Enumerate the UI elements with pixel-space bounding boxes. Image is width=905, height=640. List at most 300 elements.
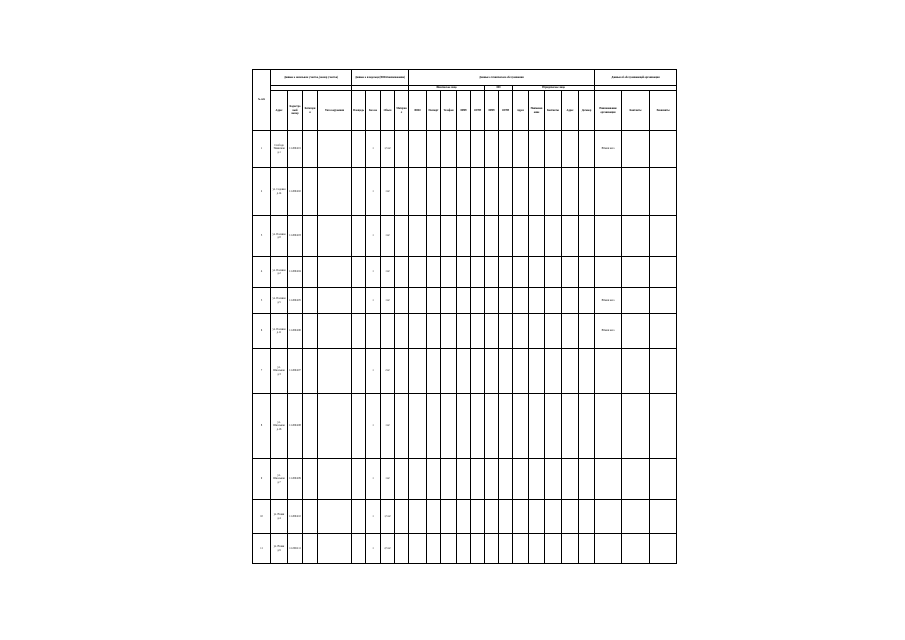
header-passport: Паспорт <box>427 91 441 131</box>
header-group-tech: Данные о техническом обслуживании <box>409 70 595 86</box>
cell-org-name <box>529 314 545 349</box>
header-category: Категория <box>303 91 318 131</box>
cell-org-requisites <box>650 349 677 394</box>
cell-category <box>303 534 318 564</box>
table-row <box>253 394 677 459</box>
cell-org-name <box>529 168 545 216</box>
cell-material <box>395 459 409 500</box>
cell-contacts <box>545 131 562 168</box>
cell-passport <box>427 168 441 216</box>
cell-ip-inn <box>485 314 499 349</box>
cell-org-requisites <box>650 216 677 257</box>
cell-contacts <box>545 314 562 349</box>
cell-fio <box>409 534 427 564</box>
cell-ip-ogrn <box>499 131 513 168</box>
cell-num: 5 <box>253 288 271 314</box>
cell-fio <box>409 349 427 394</box>
cell-phone <box>441 288 457 314</box>
cell-org-contacts <box>622 257 650 288</box>
cell-legal-address <box>513 257 529 288</box>
cell-org-name <box>529 500 545 534</box>
cell-contacts <box>545 257 562 288</box>
cell-contract <box>579 394 595 459</box>
cell-ip-inn <box>485 459 499 500</box>
cell-ip-ogrn <box>499 168 513 216</box>
header-phone: Телефон <box>441 91 457 131</box>
header-inn: ИНН <box>457 91 471 131</box>
cell-org-name <box>529 257 545 288</box>
header-group-facility-line-b: участке, (номер участка) <box>308 75 339 79</box>
cell-ogrn <box>471 459 485 500</box>
cell-volume: 1 м³ <box>381 394 395 459</box>
cell-count: 1 <box>366 394 381 459</box>
cell-org-service <box>595 500 622 534</box>
cell-type <box>318 168 352 216</box>
cell-legal-address <box>513 534 529 564</box>
cell-type <box>318 534 352 564</box>
header-sub-physical: Физическое лицо <box>409 86 485 91</box>
cell-contacts <box>545 394 562 459</box>
cell-address: ул. Школьная д.16 <box>271 394 288 459</box>
cell-address: ул. Школьная д.3 <box>271 349 288 394</box>
cell-fio <box>409 168 427 216</box>
cell-num: 6 <box>253 314 271 349</box>
cell-legal-address <box>513 500 529 534</box>
cell-material <box>395 257 409 288</box>
cell-org-address <box>562 257 579 288</box>
cell-cadastral: 11:2004:04 <box>288 257 303 288</box>
cell-org-address <box>562 216 579 257</box>
header-contract: Договор <box>579 91 595 131</box>
header-fio: ФИО <box>409 91 427 131</box>
cell-fio <box>409 288 427 314</box>
cell-type <box>318 257 352 288</box>
cell-contacts <box>545 349 562 394</box>
header-num: № п/п <box>253 70 271 131</box>
cell-org-service <box>595 349 622 394</box>
cell-contract <box>579 314 595 349</box>
cell-area <box>352 500 366 534</box>
table-row <box>253 216 677 257</box>
cell-count: 1 <box>366 131 381 168</box>
cell-count: 1 <box>366 288 381 314</box>
cell-org-contacts <box>622 216 650 257</box>
cell-material <box>395 500 409 534</box>
cell-legal-address <box>513 288 529 314</box>
cell-ip-inn <box>485 534 499 564</box>
header-count: Кол-во <box>366 91 381 131</box>
cell-contract <box>579 168 595 216</box>
cell-ip-ogrn <box>499 349 513 394</box>
cell-org-name <box>529 288 545 314</box>
cell-inn <box>457 349 471 394</box>
cell-ip-inn <box>485 257 499 288</box>
cell-area <box>352 216 366 257</box>
cell-ip-inn <box>485 500 499 534</box>
cell-contacts <box>545 534 562 564</box>
cell-org-address <box>562 288 579 314</box>
cell-area <box>352 394 366 459</box>
cell-cadastral: 11:2004:08 <box>288 394 303 459</box>
cell-area <box>352 349 366 394</box>
cell-count: 1 <box>366 349 381 394</box>
cell-legal-address <box>513 216 529 257</box>
cell-count: 1 <box>366 459 381 500</box>
header-group-facility <box>271 70 352 86</box>
cell-area <box>352 459 366 500</box>
cell-ip-ogrn <box>499 500 513 534</box>
cell-cadastral: 11:2004:05 <box>288 288 303 314</box>
cell-passport <box>427 216 441 257</box>
cell-ip-inn <box>485 394 499 459</box>
cell-contacts <box>545 459 562 500</box>
cell-volume: 1 м³ <box>381 216 395 257</box>
cell-contacts <box>545 500 562 534</box>
header-org-contacts: Контакты <box>622 91 650 131</box>
cell-org-name <box>529 131 545 168</box>
cell-area <box>352 288 366 314</box>
cell-org-contacts <box>622 459 650 500</box>
cell-passport <box>427 534 441 564</box>
table-row <box>253 500 677 534</box>
cell-inn <box>457 459 471 500</box>
cell-passport <box>427 257 441 288</box>
cell-volume: 1,5 м³ <box>381 131 395 168</box>
cell-contract <box>579 500 595 534</box>
cell-legal-address <box>513 394 529 459</box>
table-row <box>253 288 677 314</box>
cell-category <box>303 168 318 216</box>
cell-contract <box>579 459 595 500</box>
cell-ip-ogrn <box>499 314 513 349</box>
cell-address: Слобода Ушинская д.1 <box>271 131 288 168</box>
cell-cadastral: 11:2004:07 <box>288 349 303 394</box>
header-org-service: Наименование организации <box>595 91 622 131</box>
cell-ogrn <box>471 131 485 168</box>
cell-num: 1 <box>253 131 271 168</box>
cell-num: 3 <box>253 216 271 257</box>
cell-volume: 2,5 м³ <box>381 534 395 564</box>
header-volume: Объем <box>381 91 395 131</box>
cell-ip-ogrn <box>499 288 513 314</box>
cell-org-name <box>529 534 545 564</box>
cell-org-contacts <box>622 314 650 349</box>
cell-org-name <box>529 459 545 500</box>
cell-legal-address <box>513 459 529 500</box>
cell-material <box>395 216 409 257</box>
cell-type <box>318 288 352 314</box>
cell-inn <box>457 534 471 564</box>
cell-org-contacts <box>622 288 650 314</box>
cell-volume: 1,5 м³ <box>381 500 395 534</box>
cell-ogrn <box>471 216 485 257</box>
cell-org-address <box>562 394 579 459</box>
cell-address: ул. Садовая д.14 <box>271 168 288 216</box>
cell-inn <box>457 288 471 314</box>
cell-category <box>303 500 318 534</box>
header-group-owner: Данные о владельце (ФИО/наименование) <box>352 70 409 86</box>
cell-inn <box>457 131 471 168</box>
cell-inn <box>457 168 471 216</box>
cell-fio <box>409 216 427 257</box>
cell-area <box>352 168 366 216</box>
header-sub-legal: Юридическое лицо <box>513 86 595 91</box>
cell-material <box>395 314 409 349</box>
cell-area <box>352 534 366 564</box>
cell-org-service: Юмаш коза <box>595 314 622 349</box>
cell-org-name <box>529 216 545 257</box>
cell-phone <box>441 257 457 288</box>
cell-org-service <box>595 168 622 216</box>
cell-cadastral: 11:2004:06 <box>288 314 303 349</box>
cell-fio <box>409 500 427 534</box>
header-group-facility-line-a: Данные о земельном <box>283 75 309 79</box>
cell-contract <box>579 131 595 168</box>
cell-type <box>318 314 352 349</box>
cell-org-contacts <box>622 349 650 394</box>
header-org-requisites: Реквизиты <box>650 91 677 131</box>
cell-org-address <box>562 131 579 168</box>
cell-ip-ogrn <box>499 257 513 288</box>
cell-category <box>303 257 318 288</box>
cell-ip-inn <box>485 131 499 168</box>
cell-legal-address <box>513 168 529 216</box>
cell-address: ул. Полевая д.11 <box>271 314 288 349</box>
cell-org-requisites <box>650 394 677 459</box>
cell-legal-address <box>513 349 529 394</box>
table-row <box>253 314 677 349</box>
cell-cadastral: 11:2004:10 <box>288 500 303 534</box>
header-material: Материал <box>395 91 409 131</box>
table-row <box>253 534 677 564</box>
cell-ip-ogrn <box>499 534 513 564</box>
cell-org-contacts <box>622 534 650 564</box>
cell-material <box>395 394 409 459</box>
cell-contract <box>579 216 595 257</box>
cell-inn <box>457 500 471 534</box>
cell-org-name <box>529 349 545 394</box>
header-type: Тип сооружения <box>318 91 352 131</box>
cell-ip-inn <box>485 168 499 216</box>
cell-ogrn <box>471 168 485 216</box>
table-row <box>253 168 677 216</box>
cell-inn <box>457 394 471 459</box>
cell-type <box>318 394 352 459</box>
cell-phone <box>441 349 457 394</box>
cell-org-service <box>595 534 622 564</box>
cell-volume: 1 м³ <box>381 459 395 500</box>
cell-count: 1 <box>366 168 381 216</box>
cell-material <box>395 349 409 394</box>
cell-cadastral: 11:2004:01 <box>288 131 303 168</box>
cell-phone <box>441 168 457 216</box>
cell-category <box>303 216 318 257</box>
cell-count <box>366 314 381 349</box>
cell-ogrn <box>471 534 485 564</box>
cell-address: ул. Новая д.4 <box>271 500 288 534</box>
cell-org-service <box>595 216 622 257</box>
cell-passport <box>427 131 441 168</box>
header-org-name: Наименование <box>529 91 545 131</box>
cell-material <box>395 168 409 216</box>
cell-fio <box>409 314 427 349</box>
cell-area <box>352 314 366 349</box>
cell-org-service: Юмаш коза <box>595 288 622 314</box>
cell-address: ул. Школьная д.7 <box>271 459 288 500</box>
cell-contacts <box>545 288 562 314</box>
cell-phone <box>441 534 457 564</box>
cell-phone <box>441 216 457 257</box>
cell-legal-address <box>513 131 529 168</box>
header-area: Площадь <box>352 91 366 131</box>
cell-num: 4 <box>253 257 271 288</box>
cell-org-requisites <box>650 500 677 534</box>
header-group-service: Данные об обслуживающей организации <box>595 70 677 86</box>
cell-ogrn <box>471 288 485 314</box>
cell-category <box>303 131 318 168</box>
cell-org-contacts <box>622 500 650 534</box>
cell-material <box>395 534 409 564</box>
header-contacts: Контакты <box>545 91 562 131</box>
cell-inn <box>457 257 471 288</box>
cell-contract <box>579 534 595 564</box>
cell-type <box>318 216 352 257</box>
header-sub-ip: ИП <box>485 86 513 91</box>
cell-passport <box>427 500 441 534</box>
cell-type <box>318 131 352 168</box>
cell-inn <box>457 314 471 349</box>
cell-org-requisites <box>650 314 677 349</box>
header-ip-inn: ИНН <box>485 91 499 131</box>
cell-org-service <box>595 257 622 288</box>
cell-count: 1 <box>366 216 381 257</box>
cell-volume: 1 м³ <box>381 257 395 288</box>
cell-ip-inn <box>485 349 499 394</box>
cell-ogrn <box>471 314 485 349</box>
header-row-groups <box>253 70 677 86</box>
cell-num: 11 <box>253 534 271 564</box>
cell-ogrn <box>471 257 485 288</box>
header-address: Адрес <box>271 91 288 131</box>
cell-org-requisites <box>650 534 677 564</box>
cell-category <box>303 314 318 349</box>
cell-contract <box>579 349 595 394</box>
table-row <box>253 349 677 394</box>
cell-passport <box>427 314 441 349</box>
cell-material <box>395 131 409 168</box>
cell-ogrn <box>471 500 485 534</box>
cell-address: ул. Полевая д.8 <box>271 216 288 257</box>
cell-passport <box>427 394 441 459</box>
cell-fio <box>409 257 427 288</box>
cell-contract <box>579 257 595 288</box>
cell-material <box>395 288 409 314</box>
header-row-columns <box>253 91 677 131</box>
cell-phone <box>441 131 457 168</box>
cell-volume: 1 м³ <box>381 288 395 314</box>
cell-org-address <box>562 349 579 394</box>
cell-org-requisites <box>650 257 677 288</box>
cell-org-address <box>562 500 579 534</box>
cell-fio <box>409 394 427 459</box>
cell-org-name <box>529 394 545 459</box>
cell-org-requisites <box>650 459 677 500</box>
registry-table <box>252 65 677 564</box>
cell-org-contacts <box>622 394 650 459</box>
cell-num: 7 <box>253 349 271 394</box>
cell-category <box>303 394 318 459</box>
cell-org-requisites <box>650 168 677 216</box>
cell-passport <box>427 288 441 314</box>
cell-org-address <box>562 534 579 564</box>
cell-ip-inn <box>485 288 499 314</box>
cell-count: 1 <box>366 534 381 564</box>
cell-ip-inn <box>485 216 499 257</box>
cell-num: 8 <box>253 394 271 459</box>
cell-passport <box>427 459 441 500</box>
cell-area <box>352 131 366 168</box>
document-page <box>252 65 670 576</box>
cell-ogrn <box>471 394 485 459</box>
cell-org-service: Юмаш коза <box>595 131 622 168</box>
cell-cadastral: 11:2004:11 <box>288 534 303 564</box>
table-row <box>253 131 677 168</box>
header-org-address: Адрес <box>562 91 579 131</box>
header-ogrn: ОГРН <box>471 91 485 131</box>
cell-category <box>303 349 318 394</box>
cell-phone <box>441 459 457 500</box>
cell-fio <box>409 131 427 168</box>
cell-ip-ogrn <box>499 459 513 500</box>
cell-cadastral: 11:2004:02 <box>288 168 303 216</box>
cell-org-contacts <box>622 168 650 216</box>
cell-ip-ogrn <box>499 216 513 257</box>
cell-volume: 2 м³ <box>381 349 395 394</box>
cell-volume: 1 м³ <box>381 168 395 216</box>
cell-cadastral: 11:2004:09 <box>288 459 303 500</box>
cell-phone <box>441 314 457 349</box>
cell-contacts <box>545 216 562 257</box>
cell-volume <box>381 314 395 349</box>
cell-org-address <box>562 459 579 500</box>
cell-area <box>352 257 366 288</box>
cell-num: 9 <box>253 459 271 500</box>
cell-address: ул. Новая д.9 <box>271 534 288 564</box>
table-row <box>253 459 677 500</box>
cell-org-address <box>562 168 579 216</box>
cell-count: 1 <box>366 500 381 534</box>
cell-type <box>318 349 352 394</box>
cell-address: ул. Полевая д.5 <box>271 288 288 314</box>
table-body <box>253 131 677 564</box>
header-ip-ogrn: ОГРН <box>499 91 513 131</box>
cell-address: ул. Полевая д.2 <box>271 257 288 288</box>
cell-contract <box>579 288 595 314</box>
cell-ogrn <box>471 349 485 394</box>
cell-legal-address <box>513 314 529 349</box>
cell-phone <box>441 394 457 459</box>
header-legal-address: Адрес <box>513 91 529 131</box>
cell-inn <box>457 216 471 257</box>
cell-org-service <box>595 459 622 500</box>
cell-type <box>318 459 352 500</box>
cell-org-address <box>562 314 579 349</box>
cell-ip-ogrn <box>499 394 513 459</box>
table-row <box>253 257 677 288</box>
cell-category <box>303 288 318 314</box>
cell-contacts <box>545 168 562 216</box>
cell-phone <box>441 500 457 534</box>
